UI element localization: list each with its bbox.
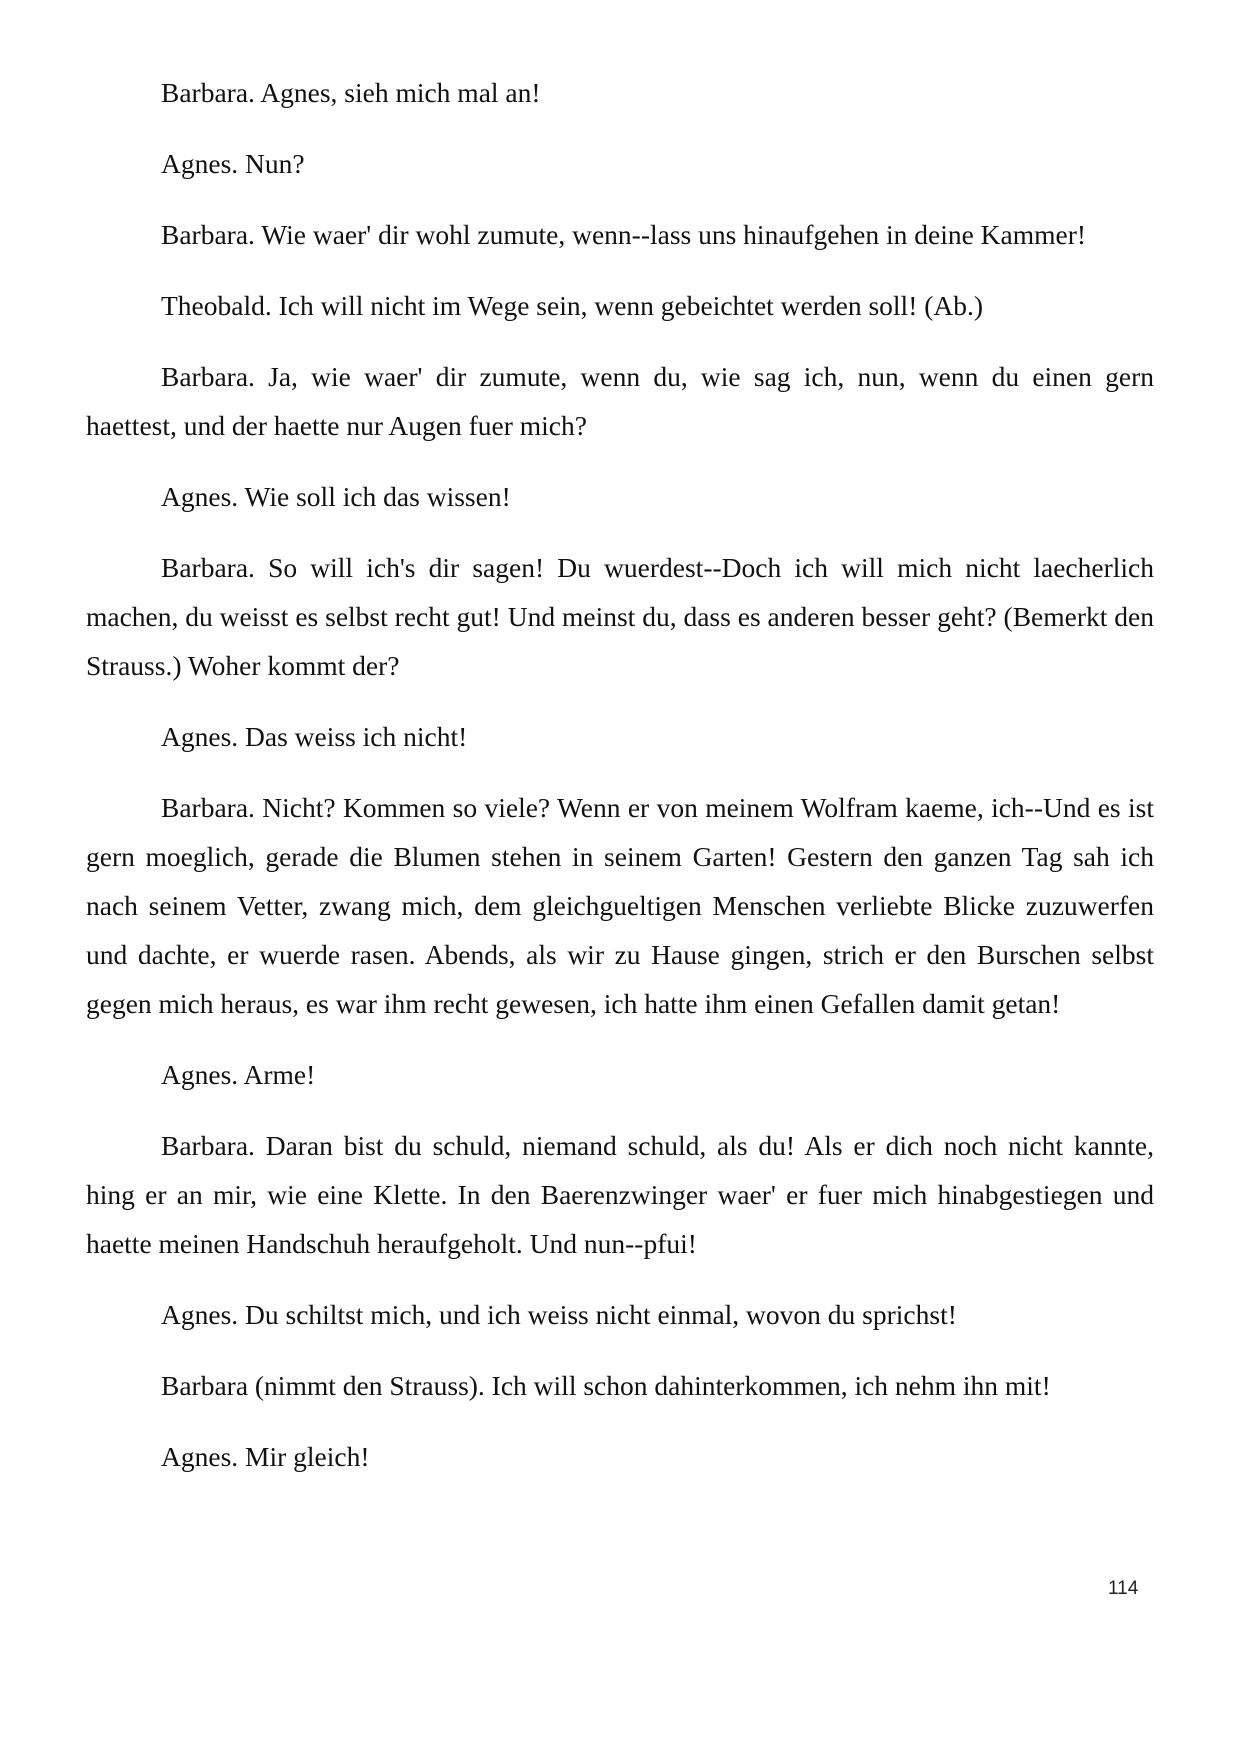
page-number: 114 bbox=[1108, 1578, 1139, 1599]
paragraph: Agnes. Du schiltst mich, und ich weiss nicht einmal, wovon du sprichst! bbox=[161, 1299, 957, 1330]
paragraph: Barbara. Wie waer' dir wohl zumute, wenn--lass uns hinaufgehen in deine Kammer! bbox=[161, 219, 1087, 250]
paragraph: Agnes. Arme! bbox=[161, 1059, 316, 1090]
paragraph: Barbara. Daran bist du schuld, niemand schuld, als du! Als er dich noch nicht kannte, hing er an mir, wie eine Klette. In den Baerenzwinger waer' er fuer mich hinabgestiegen und haette meinen Handschuh heraufgeholt. Und nun--pfui! bbox=[86, 1130, 1154, 1259]
paragraph: Agnes. Mir gleich! bbox=[161, 1441, 370, 1472]
paragraph: Theobald. Ich will nicht im Wege sein, wenn gebeichtet werden soll! (Ab.) bbox=[161, 290, 984, 321]
paragraph: Barbara. Ja, wie waer' dir zumute, wenn du, wie sag ich, nun, wenn du einen gern haettest, und der haette nur Augen fuer mich? bbox=[86, 361, 1154, 441]
paragraph: Barbara (nimmt den Strauss). Ich will schon dahinterkommen, ich nehm ihn mit! bbox=[161, 1370, 1051, 1401]
paragraph: Barbara. Agnes, sieh mich mal an! bbox=[161, 77, 541, 108]
document-body bbox=[86, 68, 1154, 1503]
paragraph: Barbara. So will ich's dir sagen! Du wuerdest--Doch ich will mich nicht laecherlich machen, du weisst es selbst recht gut! Und meinst du, dass es anderen besser geht? (Bemerkt den Strauss.) Woher kommt der? bbox=[86, 552, 1154, 681]
paragraph: Agnes. Wie soll ich das wissen! bbox=[161, 481, 511, 512]
paragraph: Barbara. Nicht? Kommen so viele? Wenn er von meinem Wolfram kaeme, ich--Und es ist gern moeglich, gerade die Blumen stehen in seinem Garten! Gestern den ganzen Tag sah ich nach seinem Vetter, zwang mich, dem gleichgueltigen Menschen verliebte Blicke zuzuwerfen und dachte, er wuerde rasen. Abends, als wir zu Hause gingen, strich er den Burschen selbst gegen mich heraus, es war ihm recht gewesen, ich hatte ihm einen Gefallen damit getan! bbox=[86, 792, 1154, 1019]
paragraph: Agnes. Nun? bbox=[161, 148, 305, 179]
paragraph: Agnes. Das weiss ich nicht! bbox=[161, 721, 468, 752]
